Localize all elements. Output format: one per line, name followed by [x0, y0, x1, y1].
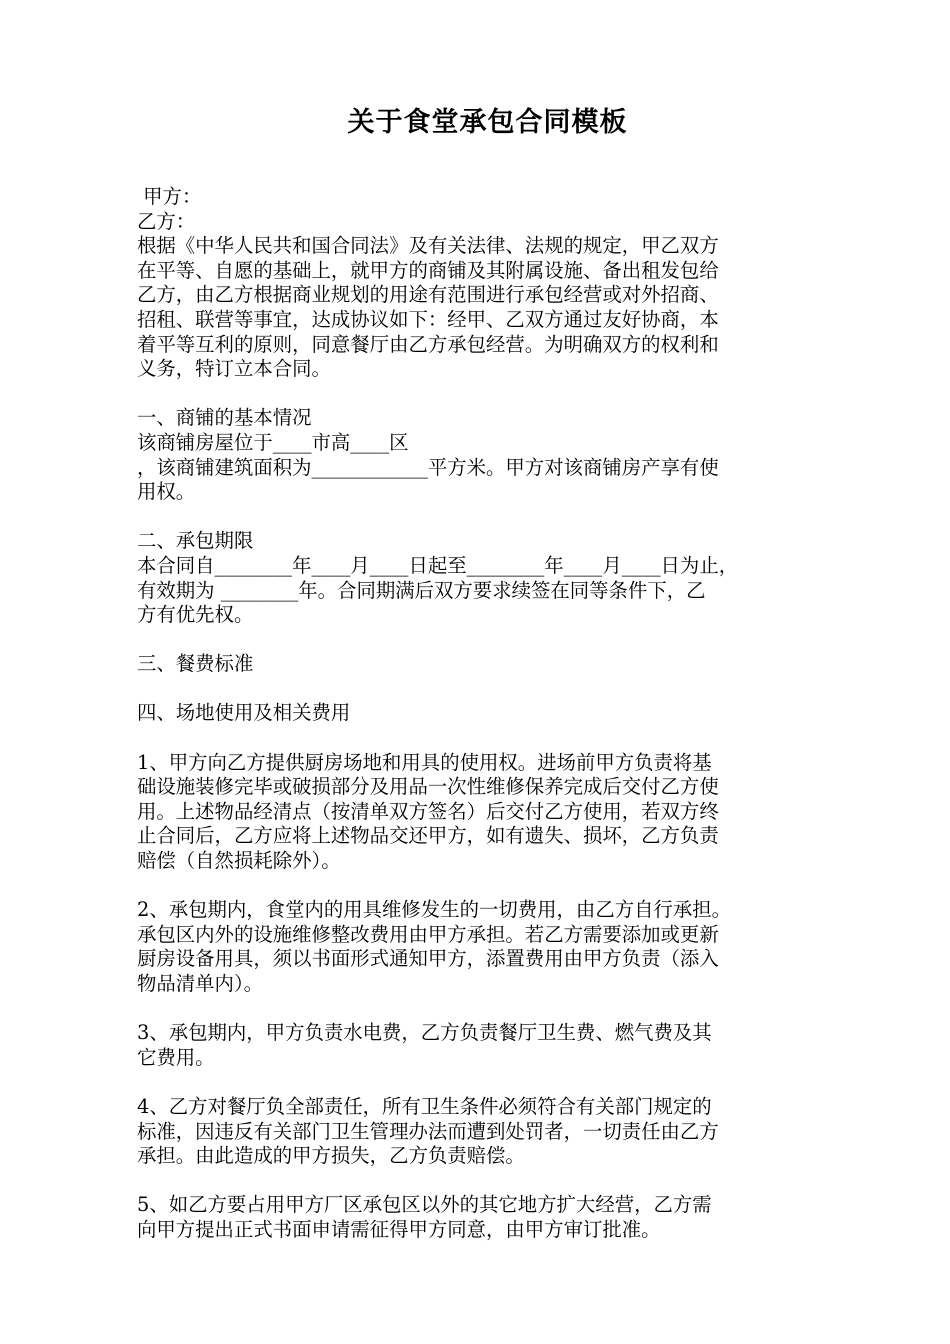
text-line: 它费用。 — [137, 1045, 215, 1069]
text-line: 义务，特订立本合同。 — [137, 357, 331, 381]
text-line: 招租、联营等事宜，达成协议如下：经甲、乙双方通过友好协商，本 — [137, 307, 719, 331]
spacer — [137, 505, 838, 530]
clause-5 — [137, 1193, 838, 1242]
section-heading: 三、餐费标准 — [137, 652, 254, 676]
spacer — [137, 382, 838, 407]
spacer — [137, 1070, 838, 1095]
section2-paragraph — [137, 554, 838, 628]
text-line: 标准，因违反有关部门卫生管理办法而遭到处罚者，一切责任由乙方 — [137, 1119, 719, 1143]
section-heading: 一、商铺的基本情况 — [137, 406, 312, 430]
section-heading: 四、场地使用及相关费用 — [137, 701, 351, 725]
spacer — [137, 997, 838, 1022]
clause-1 — [137, 751, 838, 874]
text-line: 本合同自________年____月____日起至________年____月____日为止， — [137, 553, 739, 577]
text-line: 向甲方提出正式书面申请需征得甲方同意，由甲方审订批准。 — [137, 1217, 661, 1241]
document-title: 关于食堂承包合同模板 — [347, 107, 628, 138]
text-line: 厨房设备用具，须以书面形式通知甲方，添置费用由甲方负责（添入 — [137, 947, 719, 971]
text-line: ，该商铺建筑面积为____________平方米。甲方对该商铺房产享有使 — [137, 455, 719, 479]
text-line: 着平等互利的原则，同意餐厅由乙方承包经营。为明确双方的权利和 — [137, 332, 719, 356]
text-line: 1、甲方向乙方提供厨房场地和用具的使用权。进场前甲方负责将基 — [137, 750, 712, 774]
text-line: 4、乙方对餐厅负全部责任，所有卫生条件必须符合有关部门规定的 — [137, 1094, 712, 1118]
text-line: 2、承包期内，食堂内的用具维修发生的一切费用，由乙方自行承担。 — [137, 898, 732, 922]
text-line: 用权。 — [137, 480, 196, 504]
document-body — [137, 185, 838, 1243]
text-line: 方有优先权。 — [137, 603, 254, 627]
text-line: 止合同后，乙方应将上述物品交还甲方，如有遗失、损坏，乙方负责 — [137, 824, 719, 848]
section-heading: 二、承包期限 — [137, 529, 254, 553]
text-line: 用。上述物品经清点（按清单双方签名）后交付乙方使用，若双方终 — [137, 799, 719, 823]
spacer — [137, 677, 838, 702]
section1-paragraph — [137, 431, 838, 505]
party-b-line: 乙方： — [137, 209, 196, 233]
spacer — [137, 628, 838, 653]
clause-2 — [137, 898, 838, 996]
intro-paragraph — [137, 234, 838, 382]
text-line: 乙方，由乙方根据商业规划的用途有范围进行承包经营或对外招商、 — [137, 283, 719, 307]
text-line: 该商铺房屋位于____市高____区 — [137, 430, 409, 454]
text-line: 有效期为 ________年。合同期满后双方要求续签在同等条件下，乙 — [137, 578, 706, 602]
text-line: 承担。由此造成的甲方损失，乙方负责赔偿。 — [137, 1144, 525, 1168]
text-line: 5、如乙方要占用甲方厂区承包区以外的其它地方扩大经营，乙方需 — [137, 1193, 712, 1217]
spacer — [137, 1169, 838, 1194]
party-a-line: 甲方： — [137, 185, 202, 208]
text-line: 础设施装修完毕或破损部分及用品一次性维修保养完成后交付乙方使 — [137, 775, 719, 799]
text-line: 在平等、自愿的基础上，就甲方的商铺及其附属设施、备出租发包给 — [137, 258, 719, 282]
spacer — [137, 874, 838, 899]
text-line: 赔偿（自然损耗除外）。 — [137, 849, 341, 873]
text-line: 3、承包期内，甲方负责水电费，乙方负责餐厅卫生费、燃气费及其 — [137, 1021, 712, 1045]
clause-3 — [137, 1021, 838, 1070]
clause-4 — [137, 1095, 838, 1169]
text-line: 根据《中华人民共和国合同法》及有关法律、法规的规定，甲乙双方 — [137, 234, 719, 258]
spacer — [137, 726, 838, 751]
text-line: 承包区内外的设施维修整改费用由甲方承担。若乙方需要添加或更新 — [137, 922, 719, 946]
text-line: 物品清单内）。 — [137, 972, 264, 995]
